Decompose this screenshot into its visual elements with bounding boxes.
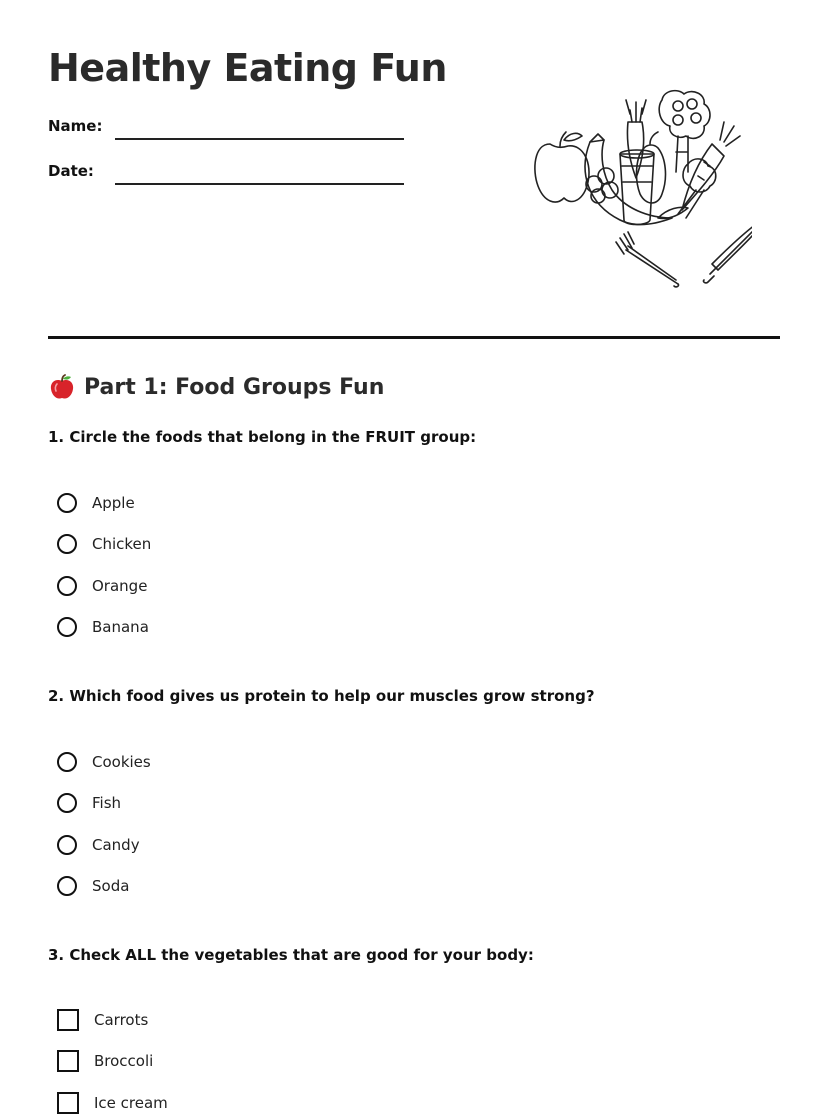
option-candy[interactable] — [57, 832, 140, 858]
question-2: 2. Which food gives us protein to help our muscles grow strong? — [48, 687, 595, 705]
checkbox[interactable] — [57, 1050, 79, 1072]
option-label: Fish — [92, 794, 122, 812]
option-label: Broccoli — [94, 1052, 154, 1070]
date-input-line[interactable] — [115, 183, 404, 185]
radio-button[interactable] — [57, 835, 77, 855]
question-1: 1. Circle the foods that belong in the FRUIT group: — [48, 428, 477, 446]
header-divider — [48, 336, 780, 339]
name-field — [48, 117, 408, 147]
radio-button[interactable] — [57, 617, 77, 637]
section-title-text: Part 1: Food Groups Fun — [84, 374, 385, 400]
option-chicken[interactable] — [57, 531, 151, 557]
option-broccoli[interactable] — [57, 1048, 153, 1074]
page-title: Healthy Eating Fun — [48, 46, 447, 90]
radio-button[interactable] — [57, 752, 77, 772]
option-orange[interactable] — [57, 573, 147, 599]
option-label: Soda — [92, 877, 130, 895]
date-label: Date: — [48, 162, 94, 180]
checkbox[interactable] — [57, 1092, 79, 1114]
option-label: Carrots — [94, 1011, 149, 1029]
option-label: Apple — [92, 494, 135, 512]
healthy-food-illustration-icon — [528, 82, 752, 292]
option-label: Cookies — [92, 753, 151, 771]
name-input-line[interactable] — [115, 138, 404, 140]
radio-button[interactable] — [57, 576, 77, 596]
date-field — [48, 162, 408, 192]
radio-button[interactable] — [57, 534, 77, 554]
radio-button[interactable] — [57, 493, 77, 513]
red-apple-icon — [48, 373, 76, 401]
option-cookies[interactable] — [57, 749, 151, 775]
section-title — [48, 373, 384, 401]
question-3: 3. Check ALL the vegetables that are good for your body: — [48, 946, 534, 964]
option-label: Banana — [92, 618, 149, 636]
option-soda[interactable] — [57, 873, 129, 899]
option-label: Ice cream — [94, 1094, 168, 1112]
option-carrots[interactable] — [57, 1007, 148, 1033]
name-label: Name: — [48, 117, 103, 135]
radio-button[interactable] — [57, 876, 77, 896]
option-banana[interactable] — [57, 614, 149, 640]
option-ice-cream[interactable] — [57, 1090, 168, 1116]
option-apple[interactable] — [57, 490, 135, 516]
option-label: Orange — [92, 577, 148, 595]
radio-button[interactable] — [57, 793, 77, 813]
option-fish[interactable] — [57, 790, 121, 816]
option-label: Chicken — [92, 535, 152, 553]
option-label: Candy — [92, 836, 140, 854]
checkbox[interactable] — [57, 1009, 79, 1031]
